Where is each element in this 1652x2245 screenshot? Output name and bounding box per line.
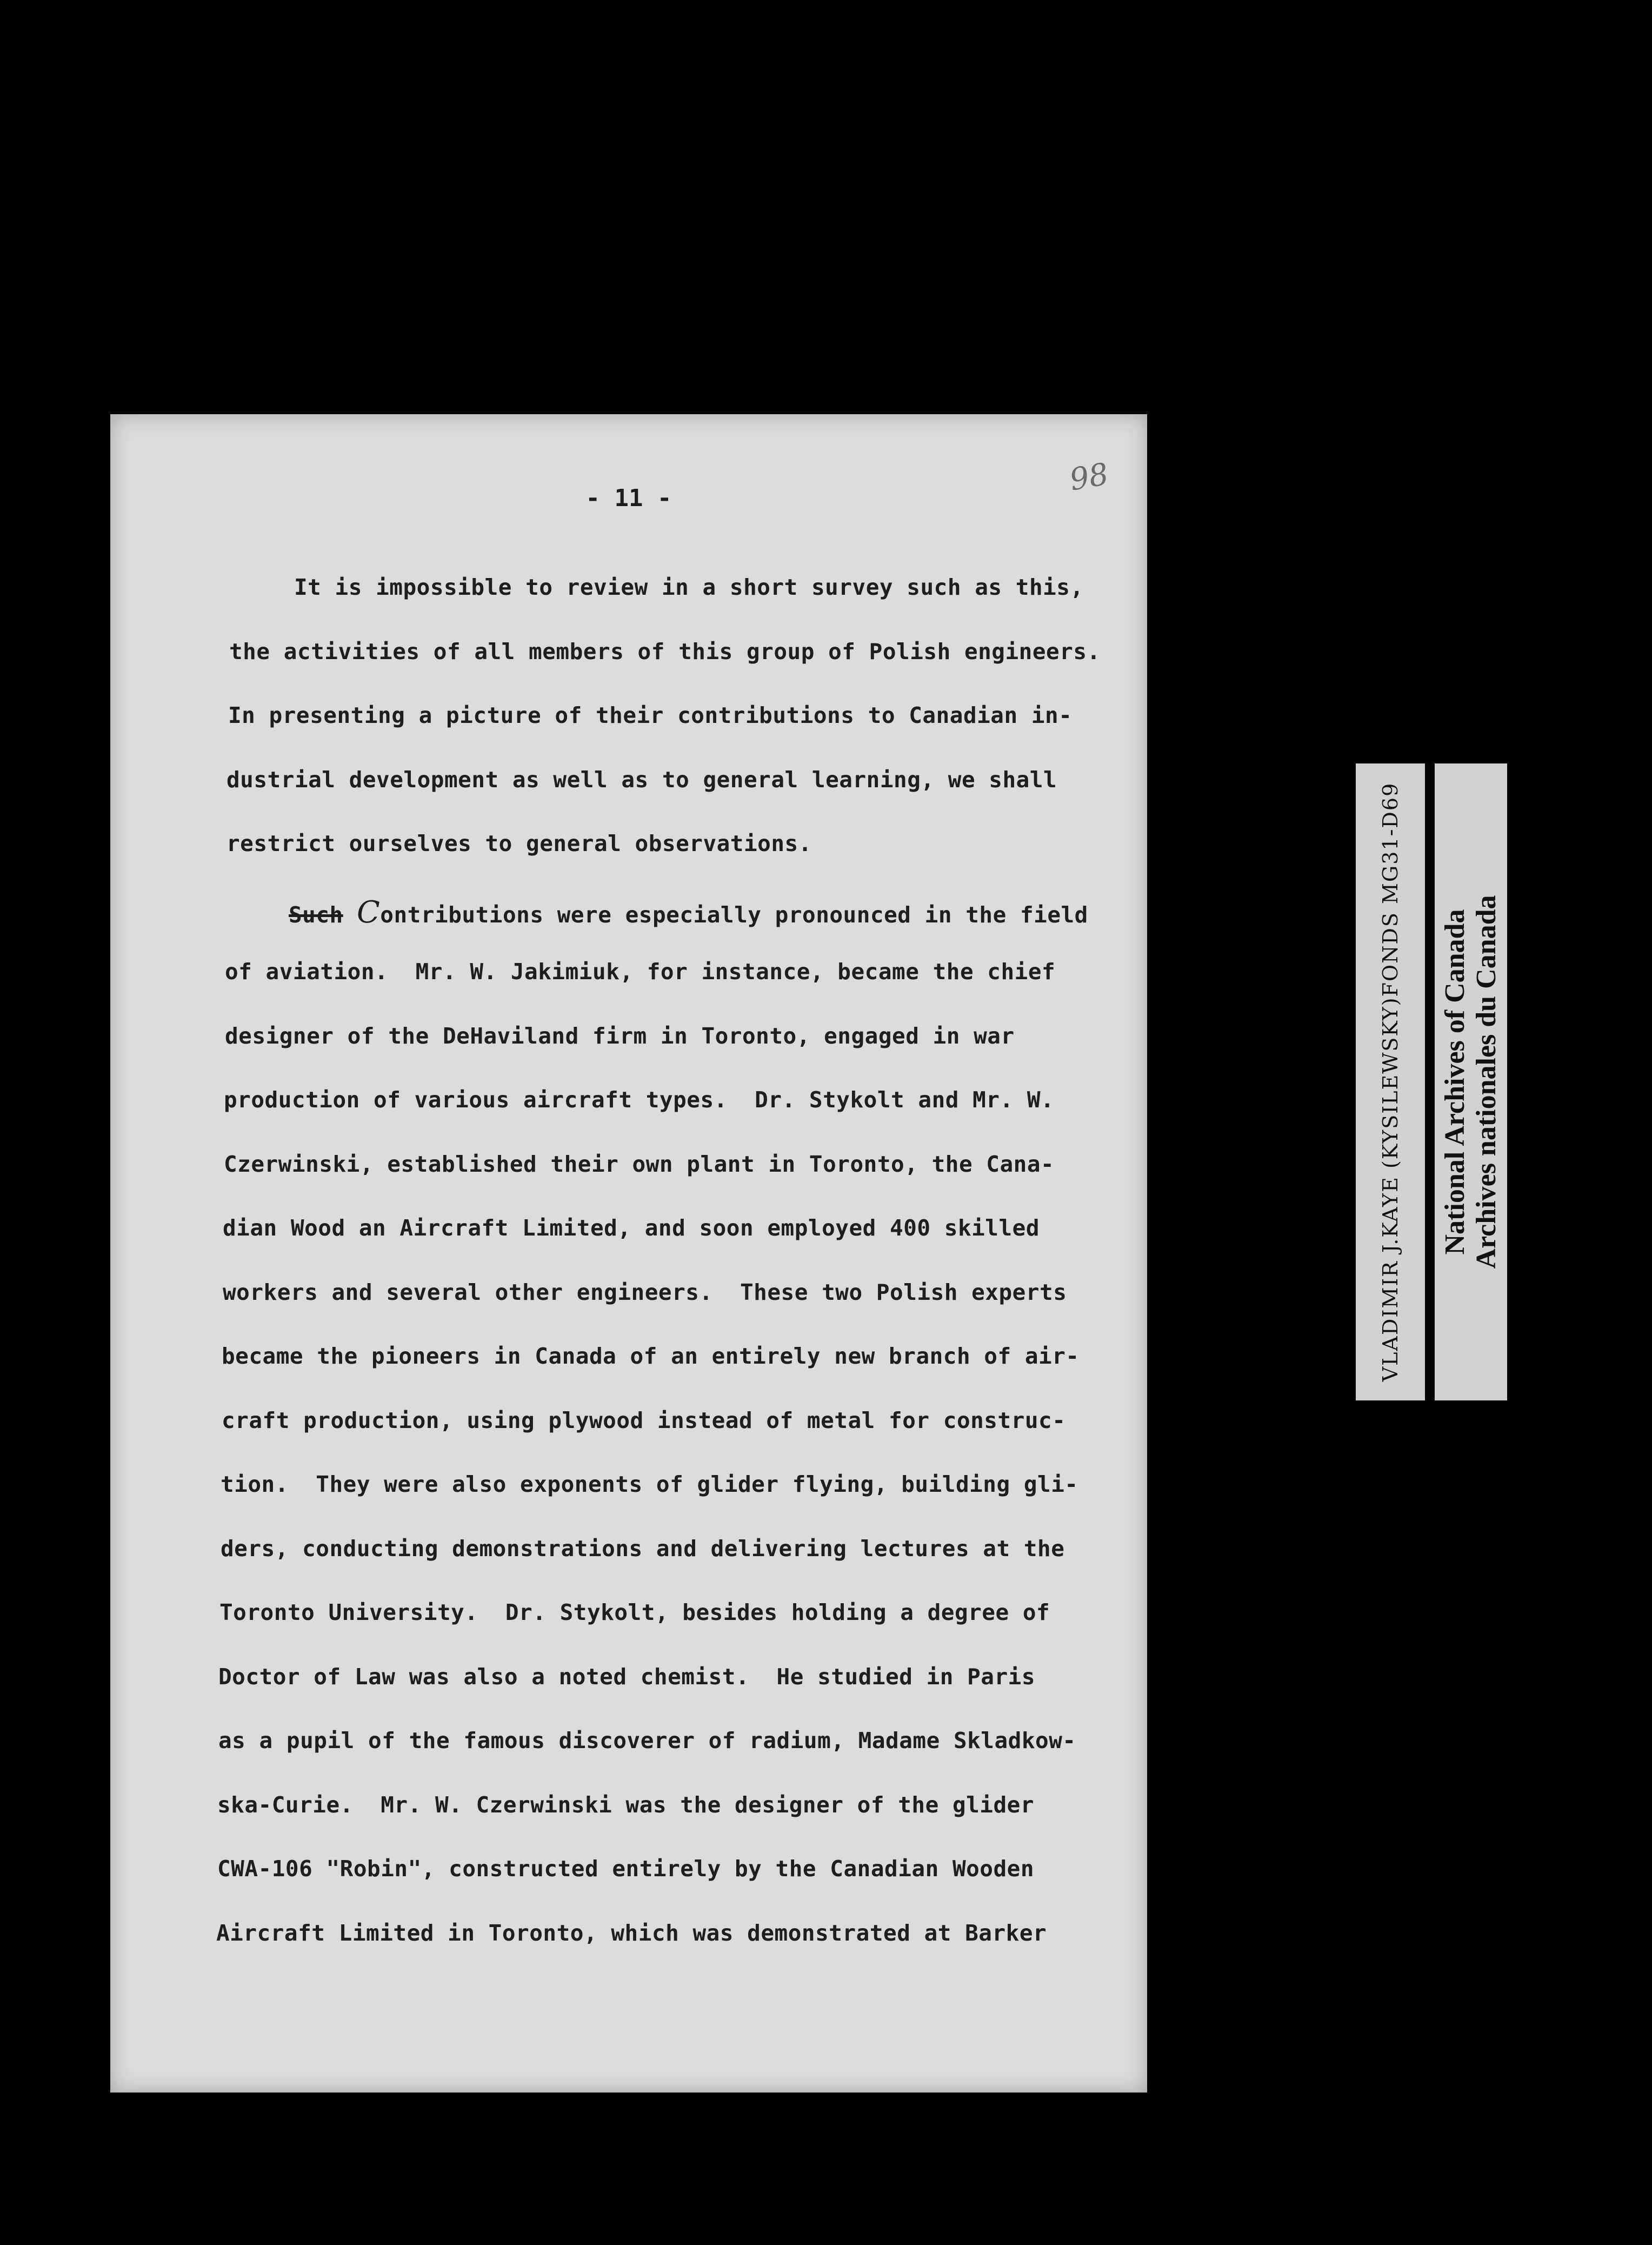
text-line [223, 1279, 1067, 1305]
text-line [224, 1087, 1054, 1113]
archives-label-english: National Archives of Canada [1440, 909, 1470, 1255]
document-page [110, 414, 1147, 2093]
text-line [217, 1792, 1034, 1818]
text-line [223, 1215, 1040, 1241]
line-text: production of various aircraft types. Dr. Stykolt and Mr. W. [224, 1087, 1055, 1113]
line-text: ontributions were especially pronounced in the field [380, 901, 1088, 928]
line-text: Czerwinski, established their own plant in Toronto, the Cana- [224, 1151, 1055, 1177]
text-line [216, 1920, 1047, 1946]
line-text: restrict ourselves to general observations. [227, 831, 812, 856]
text-line [218, 1728, 1076, 1754]
line-text: the activities of all members of this group of Polish engineers. [229, 638, 1101, 665]
text-line [221, 1536, 1064, 1562]
line-text: craft production, using plywood instead of metal for construc- [222, 1407, 1066, 1433]
line-text: Toronto University. Dr. Stykolt, besides holding a degree of [219, 1599, 1050, 1625]
text-line [218, 1664, 1035, 1690]
archives-label-french: Archives nationales du Canada [1471, 895, 1502, 1269]
line-text: CWA-106 "Robin", constructed entirely by the Canadian Wooden [217, 1856, 1035, 1882]
line-text: workers and several other engineers. These two Polish experts [223, 1279, 1067, 1305]
line-text: In presenting a picture of their contributions to Canadian in- [228, 702, 1073, 728]
line-text: dustrial development as well as to general learning, we shall [227, 766, 1057, 793]
line-text: dian Wood an Aircraft Limited, and soon employed 400 skilled [223, 1215, 1040, 1241]
text-line [294, 574, 1084, 600]
line-text: became the pioneers in Canada of an entirely new branch of air- [222, 1343, 1080, 1369]
line-text: ders, conducting demonstrations and delivering lectures at the [221, 1535, 1065, 1562]
line-text: designer of the DeHaviland firm in Toronto, engaged in war [225, 1022, 1015, 1049]
text-line [222, 1407, 1065, 1433]
fonds-label-strip [1356, 763, 1430, 1400]
text-line [225, 1023, 1015, 1049]
text-line [227, 767, 1057, 793]
fonds-label: VLADIMIR J.KAYE (KYSILEWSKY)FONDS MG31-D69 [1378, 782, 1402, 1382]
line-text: Aircraft Limited in Toronto, which was demonstrated at Barker [216, 1919, 1047, 1946]
text-line [224, 1151, 1054, 1177]
archives-label-strip [1431, 763, 1507, 1400]
line-text: tion. They were also exponents of glider flying, building gli- [221, 1471, 1078, 1497]
text-line [228, 702, 1072, 728]
text-line [222, 1343, 1080, 1369]
line-text: It is impossible to review in a short survey such as this, [294, 574, 1084, 600]
struck-word: Such [289, 901, 343, 928]
text-line [289, 895, 1088, 930]
line-text: Doctor of Law was also a noted chemist. He studied in Paris [218, 1663, 1036, 1690]
page-number: - 11 - [585, 484, 672, 512]
line-text: as a pupil of the famous discoverer of radium, Madame Skladkow- [218, 1728, 1076, 1754]
text-line [219, 1599, 1050, 1625]
archives-label [1440, 895, 1502, 1268]
text-line [227, 831, 812, 856]
text-line [225, 959, 1055, 985]
handwritten-folio-number: 98 [1067, 456, 1111, 498]
handwritten-correction: C [356, 894, 381, 930]
text-line [217, 1856, 1034, 1882]
text-line [229, 639, 1101, 665]
line-text: ska-Curie. Mr. W. Czerwinski was the designer of the glider [217, 1791, 1035, 1818]
line-text: of aviation. Mr. W. Jakimiuk, for instance, became the chief [225, 959, 1056, 985]
text-line [221, 1471, 1078, 1497]
